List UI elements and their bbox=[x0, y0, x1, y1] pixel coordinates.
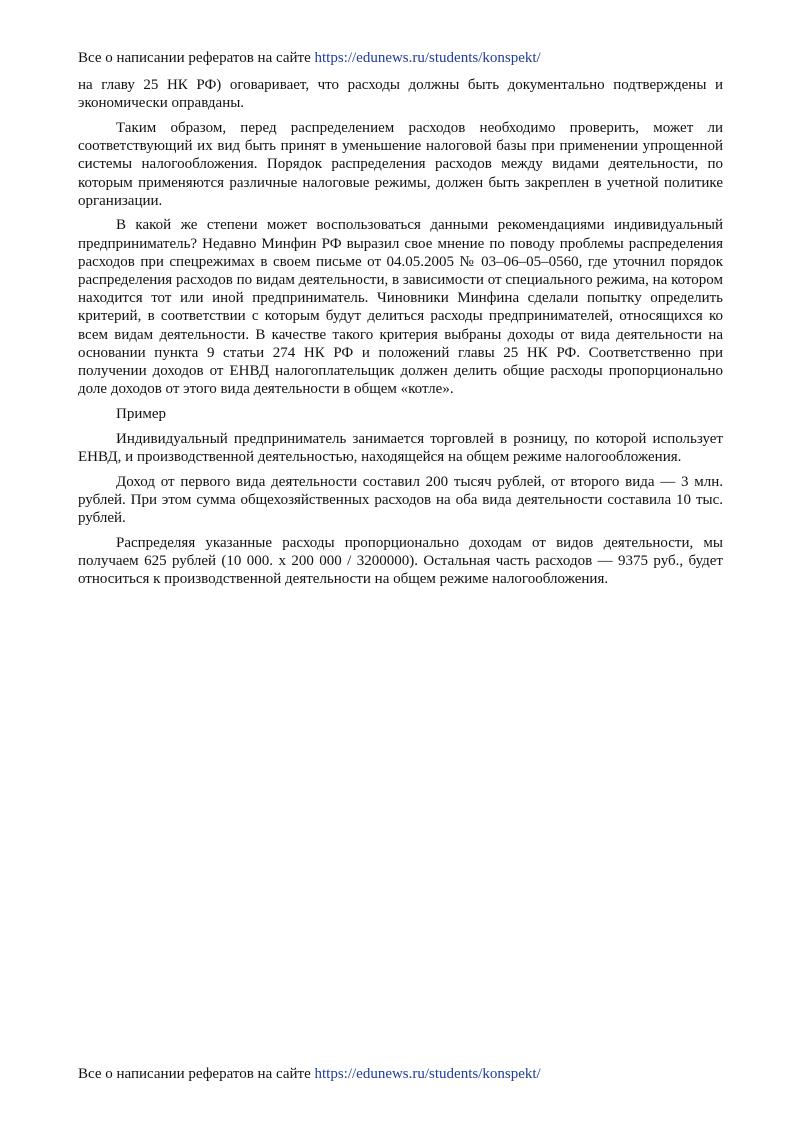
paragraph-example-description: Индивидуальный предприниматель занимается торговлей в розницу, по которой использует ЕНВД, и производственной деятельностью, находящейся на общем режиме налогообложения. bbox=[78, 430, 723, 465]
page-footer bbox=[78, 1065, 541, 1083]
header-link[interactable]: https://edunews.ru/students/konspekt/ bbox=[314, 50, 541, 66]
paragraph-continuation: на главу 25 НК РФ) оговаривает, что расходы должны быть документально подтверждены и экономически оправданы. bbox=[78, 77, 723, 112]
paragraph-expense-check: Таким образом, перед распределением расходов необходимо проверить, может ли соответствующий их вид быть принят в уменьшение налоговой базы при применении упрощенной системы налогообложения. Порядок распределения расходов между видами деятельности, по которым применяются различные налоговые режимы, должен быть закреплен в учетной политике организации. bbox=[78, 119, 723, 209]
paragraph-entrepreneur: В какой же степени может воспользоваться данными рекомендациями индивидуальный предприниматель? Недавно Минфин РФ выразил свое мнение по поводу проблемы распределения расходов при спецрежимах в своем письме от 04.05.2005 № 03–06–05–0560, где уточнил порядок распределения расходов по видам деятельности, в зависимости от специального режима, на котором находится тот или иной предприниматель. Чиновники Минфина сделали попытку определить критерий, в соответствии с которым будут делиться расходы предпринимателей, относящихся ко всем видам деятельности. В качестве такого критерия выбраны доходы от вида деятельности на основании пункта 9 статьи 274 НК РФ и положений главы 25 НК РФ. Соответственно при получении доходов от ЕНВД налогоплательщик должен делить общие расходы пропорционально доле доходов от этого вида деятельности в общем «котле». bbox=[78, 217, 723, 398]
footer-link[interactable]: https://edunews.ru/students/konspekt/ bbox=[314, 1066, 541, 1082]
paragraph-example-calculation: Распределяя указанные расходы пропорционально доходам от видов деятельности, мы получаем 625 рублей (10 000. x 200 000 / 3200000). Остальная часть расходов — 9375 руб., будет относиться к производственной деятельности на общем режиме налогообложения. bbox=[78, 534, 723, 588]
header-text: Все о написании рефератов на сайте bbox=[78, 50, 311, 66]
example-heading: Пример bbox=[116, 405, 167, 422]
document-body bbox=[78, 76, 723, 595]
footer-text: Все о написании рефератов на сайте bbox=[78, 1066, 311, 1082]
page-header bbox=[78, 49, 541, 67]
paragraph-example-income: Доход от первого вида деятельности составил 200 тысяч рублей, от второго вида — 3 млн. рублей. При этом сумма общехозяйственных расходов на оба вида деятельности составила 10 тыс. рублей. bbox=[78, 473, 723, 526]
